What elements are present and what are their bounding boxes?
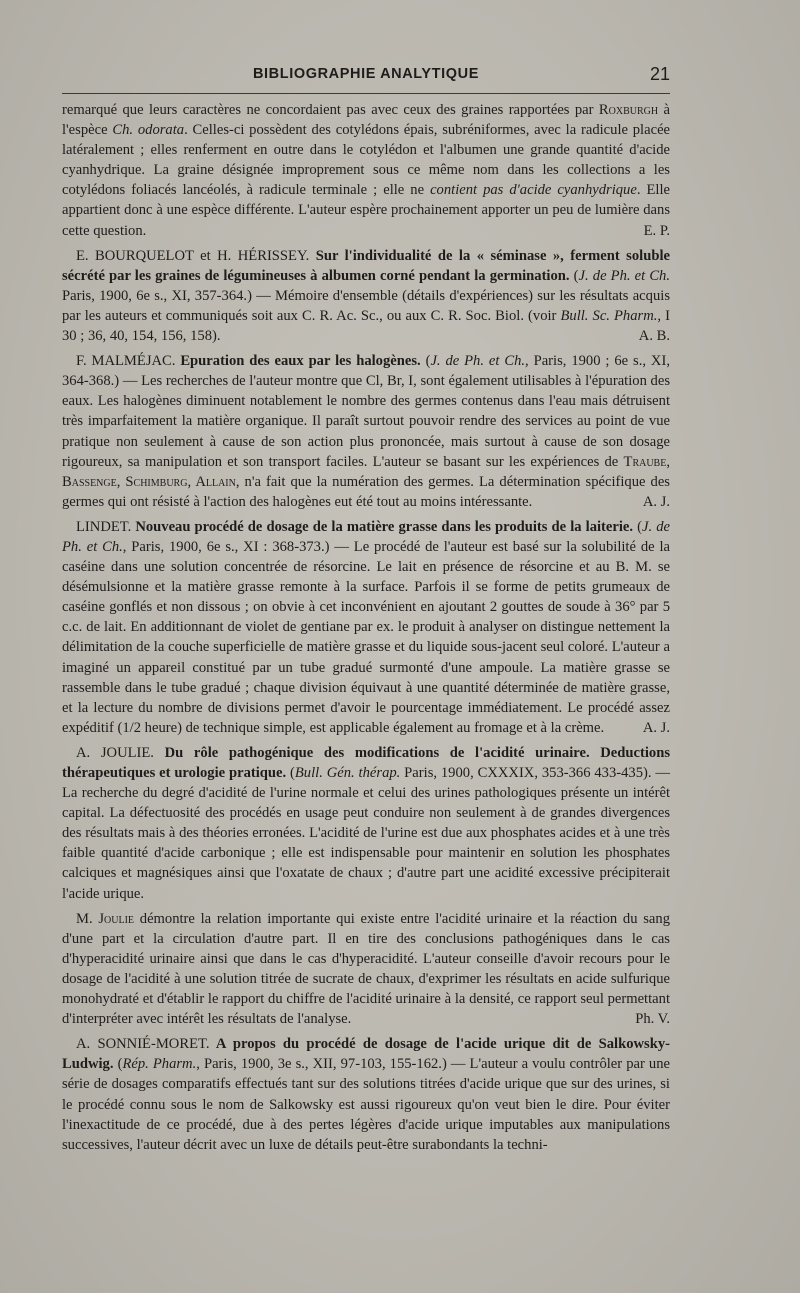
entry-author: F. MALMÉJAC. [76,353,176,370]
paragraph-odorata [62,100,670,241]
header-rule [62,93,670,94]
entry-joulie-continued [62,909,670,1030]
text: Paris, 1900, CXXXIX, 353-366 433-435). — La recherche du degré d'acidité de l'urine normale et celui des urines pathologiques présente un intérêt capital. La défectuosité des procédés en usage peut conduire non seulement à de grandes divergences des résultats mais à des théories erronées. L'acidité de l'urine est due aux phosphates acides et à une très faible quantité d'acide carbonique ; elle est indispensable pour maintenir en solution les phosphates calciques et magnésiques ainsi que l'oxatate de chaux ; d'autre part une acidité excessive précipiterait l'acide urique. [62,765,670,902]
page-body [62,100,670,1160]
running-header [62,66,670,90]
species-name: Ch. odorata [112,122,185,139]
entry-author: LINDET. [76,518,132,535]
journal-name: Rép. Pharm. [122,1056,197,1073]
reviewer-signature: A. J. [642,719,670,736]
text: ( [113,1056,123,1073]
entry-title: Nouveau procédé de dosage de la matière grasse dans les produits de la laiterie. [131,518,634,535]
text: remarqué que leurs caractères ne concordaient pas avec ceux des graines rapportées par [62,102,599,118]
entry-title: Sur l'individualité de la « séminase », ferment soluble sécrété par les graines de légumineuses à albumen corné pendant la germination. [62,247,670,284]
journal-name: J. de Ph. et Ch. [578,267,670,284]
entry-author: E. BOURQUELOT et H. HÉRISSEY. [76,247,310,264]
text: ( [569,267,579,284]
text: , Paris, 1900 ; 6e s., XI, 364-368.) — Les recherches de l'auteur montre que Cl, Br, I, sont également utilisables à l'épuration des eaux. Les halogènes diminuent notablement le nombre des germes contenus dans l'eau mais détruisent très imparfaitement la matière organique. Il paraît surtout pouvoir rendre des services au point de vue pratique non seulement à cause de son action plus prononcée, mais surtout à cause de son dosage rigoureux, sa manipulation et son transport faciles. L'auteur se basant sur les expériences de [62,353,670,470]
text: ( [420,353,431,370]
header-title: BIBLIOGRAPHIE ANALYTIQUE [252,66,479,82]
text: à l'espèce [62,102,670,139]
entry-sonnie-moret [62,1034,670,1155]
text: . Elle appartient donc à une espèce différente. L'auteur espère prochainement apporter un peu de lumière dans cette question. [62,182,670,239]
journal-name: J. de Ph. et Ch. [430,353,526,370]
text: , Paris, 1900, 3e s., XII, 97-103, 155-162.) — L'auteur a voulu contrôler par une série de dosages comparatifs effectués tant sur des solutions titrées d'acide urique que sur des urines, si le procédé connu sous le nom de Salkowsky est aussi rigoureux qu'on veut bien le dire. Pour éviter l'inexactitude de ce procédé, due à des pertes légères d'acide urique imputables aux manipulations successives, l'auteur décrit avec un luxe de détails peut-être surabondants la techni- [62,1056,670,1153]
entry-author: A. JOULIE. [76,744,154,761]
entry-title: Epuration des eaux par les halogènes. [175,353,421,370]
author-name: Roxburgh [598,102,659,118]
text: ( [633,518,643,535]
entry-title: A propos du procédé de dosage de l'acide urique dit de Salkowsky-Ludwig. [62,1036,670,1073]
entry-title: Du rôle pathogénique des modifications de l'acidité urinaire. Deductions thérapeutiques et urologie pratique. [62,744,670,781]
author-name: Joulie [98,910,135,927]
journal-name: J. de Ph. et Ch. [62,518,670,555]
page-number: 21 [649,64,670,84]
text: Paris, 1900, 6e s., XI, 357-364.) — Mémoire d'ensemble (détails d'expériences) sur les résultats acquis par les auteurs et communiqués soit aux C. R. Ac. Sc., ou aux C. R. Soc. Biol. (voir [62,287,670,324]
text: . Celles-ci possèdent des cotylédons épais, subréniformes, avec la radicule placée latéralement ; elles renferment en outre dans le cotylédon et l'albumen une grande quantité d'acide cyanhydrique. La graine désignée improprement sous ce même nom dans les collections a les cotylédons foliacés lancéolés, à radicule terminale ; elle ne [62,122,671,199]
text: ( [286,765,295,781]
text: M. [76,910,99,927]
text: démontre la relation importante qui existe entre l'acidité urinaire et la réaction du sang d'une part et la circulation d'autre part. Il en tire des conclusions pathogéniques dans le cas d'hyperacidité urinaire ainsi que dans le cas d'hyperacidité. L'auteur conseille d'avoir recours pour le dosage de l'acidité à une solution titrée de sucrate de chaux, d'exprimer les résultats en acide sulfurique monohydraté et d'établir le rapport du chiffre de l'acidité urinaire à la densité, ce rapport seul permettant d'interpréter avec intérêt les résultats de l'analyse. [62,910,670,1028]
text: , Paris, 1900, 6e s., XI : 368-373.) — Le procédé de l'auteur est basé sur la solubilité de la caséine dans une solution concentrée de résorcine. Le lait en présence de résorcine et au B. M. se désémulsionne et la matière grasse remonte à la surface. Parfois il se forme de petits grumeaux de caséine gonflés et non dissous ; on obvie à cet inconvénient en ajoutant 2 gouttes de soude à 36° par 5 c.c. de lait. En additionnant de violet de gentiane par ex. le produit à analyser on distingue nettement la délimitation de la couche superficielle de matière grasse et du liquide sous-jacent seul coloré. L'auteur a imaginé un appareil constitué par un tube gradué surmonté d'une ampoule. La matière grasse se rassemble dans le tube gradué ; chaque division équivaut à une quantité déterminée de matière grasse, et la lecture du nombre de divisions permet d'avoir le pourcentage immédiatement. Le procédé assez expéditif (1/2 heure) de technique simple, est applicable également au fromage et à la crème. [62,538,670,736]
entry-joulie [62,743,670,904]
journal-name: Bull. Gén. thérap. [294,765,401,781]
entry-malmejac [62,351,670,512]
reviewer-signature: A. J. [642,493,670,510]
entry-author: A. SONNIÉ-MORET. [76,1036,210,1053]
cited-authors: Traube, Bassenge, Schimburg, Allain [62,453,670,490]
reviewer-signature: Ph. V. [635,1011,670,1028]
reviewer-signature: A. B. [638,328,670,345]
text: , I 30 ; 36, 40, 154, 156, 158). [62,307,670,345]
reviewer-signature: E. P. [643,222,670,239]
entry-lindet [62,517,670,738]
text: , n'a fait que la numération des germes. La détermination spécifique des germes qui ont résisté à l'action des halogènes eut été tout au moins intéressante. [62,473,670,510]
journal-name: Bull. Sc. Pharm. [560,307,658,324]
emphasis: contient pas d'acide cyanhydrique [430,182,637,199]
entry-bourquelot [62,246,670,346]
